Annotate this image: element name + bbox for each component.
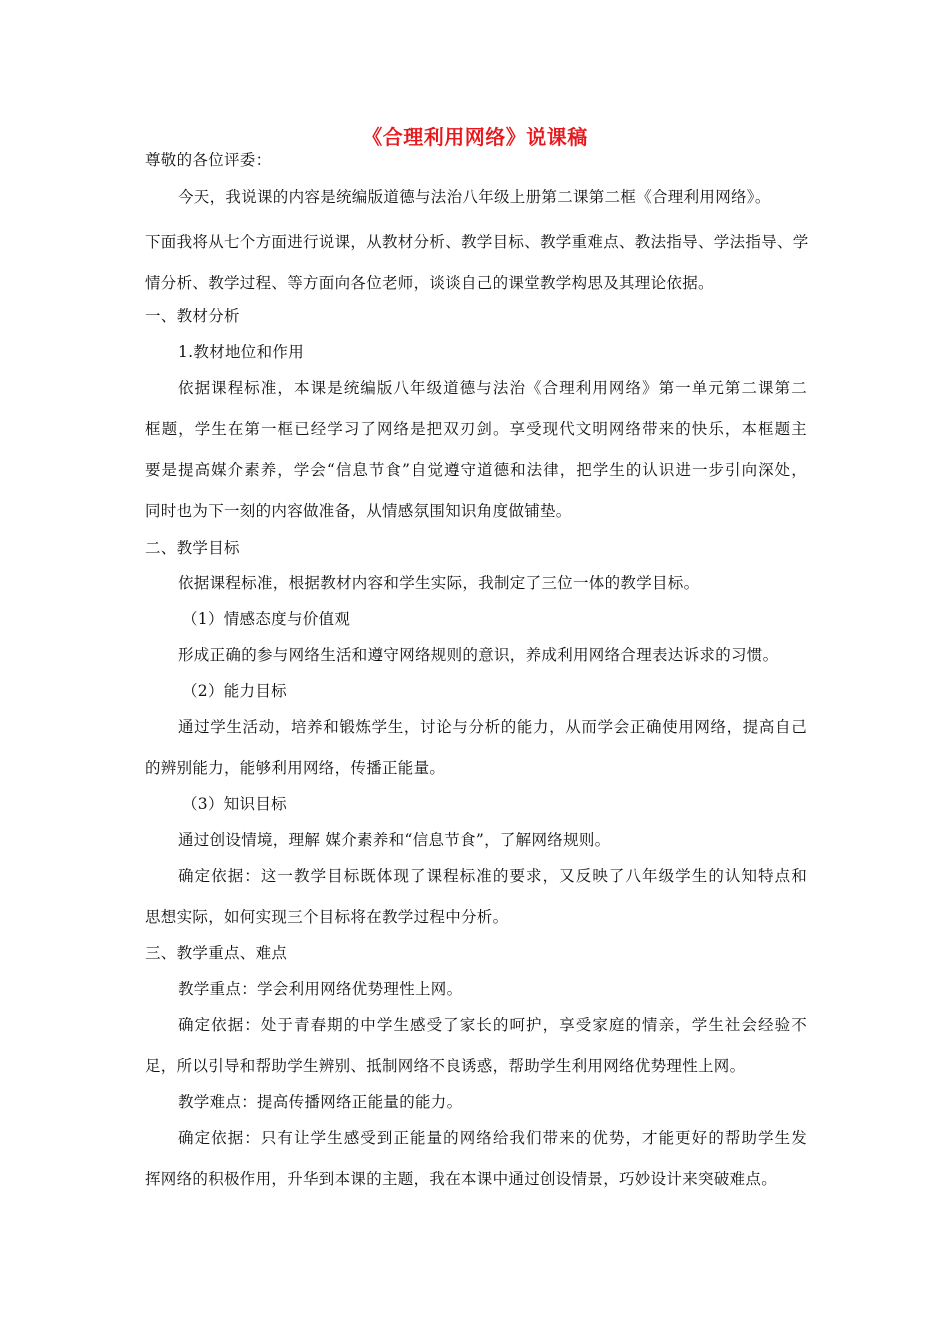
- paragraph-line: 确定依据：处于青春期的中学生感受了家长的呵护，享受家庭的情亲，学生社会经验不: [178, 1016, 807, 1034]
- subheading-1-1: 1.教材地位和作用: [178, 343, 304, 361]
- paragraph-line: 形成正确的参与网络生活和遵守网络规则的意识，养成利用网络合理表达诉求的习惯。: [178, 646, 779, 664]
- subheading-2-2: （2）能力目标: [182, 682, 287, 700]
- subheading-2-3: （3）知识目标: [182, 795, 287, 813]
- section-heading-1: 一、教材分析: [145, 307, 240, 325]
- paragraph-line: 依据课程标准，根据教材内容和学生实际，我制定了三位一体的教学目标。: [178, 574, 700, 592]
- salutation: 尊敬的各位评委：: [145, 151, 272, 169]
- paragraph-line: 框题，学生在第一框已经学习了网络是把双刃剑。享受现代文明网络带来的快乐，本框题主: [145, 420, 807, 438]
- paragraph-line: 教学重点：学会利用网络优势理性上网。: [178, 980, 463, 998]
- intro-line-2: 下面我将从七个方面进行说课，从教材分析、教学目标、教学重难点、教法指导、学法指导、学: [145, 233, 809, 251]
- paragraph-line: 确定依据：只有让学生感受到正能量的网络给我们带来的优势，才能更好的帮助学生发: [178, 1129, 807, 1147]
- paragraph-line: 通过创设情境，理解 媒介素养和“信息节食”，了解网络规则。: [178, 831, 611, 849]
- paragraph-line: 确定依据：这一教学目标既体现了课程标准的要求，又反映了八年级学生的认知特点和: [178, 867, 807, 885]
- paragraph-line: 思想实际，如何实现三个目标将在教学过程中分析。: [145, 908, 509, 926]
- paragraph-line: 的辨别能力，能够利用网络，传播正能量。: [145, 759, 446, 777]
- section-heading-2: 二、教学目标: [145, 539, 240, 557]
- paragraph-line: 教学难点：提高传播网络正能量的能力。: [178, 1093, 463, 1111]
- paragraph-line: 要是提高媒介素养，学会“信息节食”自觉遵守道德和法律，把学生的认识进一步引向深处，: [145, 461, 807, 479]
- paragraph-line: 依据课程标准，本课是统编版八年级道德与法治《合理利用网络》第一单元第二课第二: [178, 379, 807, 397]
- paragraph-line: 通过学生活动，培养和锻炼学生，讨论与分析的能力，从而学会正确使用网络，提高自己: [178, 718, 807, 736]
- paragraph-line: 同时也为下一刻的内容做准备，从情感氛围知识角度做铺垫。: [145, 502, 572, 520]
- document-title: 《合理利用网络》说课稿: [362, 125, 588, 149]
- paragraph-line: 足，所以引导和帮助学生辨别、抵制网络不良诱惑，帮助学生利用网络优势理性上网。: [145, 1057, 746, 1075]
- section-heading-3: 三、教学重点、难点: [145, 944, 288, 962]
- intro-line-1: 今天，我说课的内容是统编版道德与法治八年级上册第二课第二框《合理利用网络》。: [178, 188, 771, 206]
- subheading-2-1: （1）情感态度与价值观: [182, 610, 351, 628]
- intro-line-3: 情分析、教学过程、等方面向各位老师，谈谈自己的课堂教学构思及其理论依据。: [145, 274, 714, 292]
- paragraph-line: 挥网络的积极作用，升华到本课的主题，我在本课中通过创设情景，巧妙设计来突破难点。: [145, 1170, 778, 1188]
